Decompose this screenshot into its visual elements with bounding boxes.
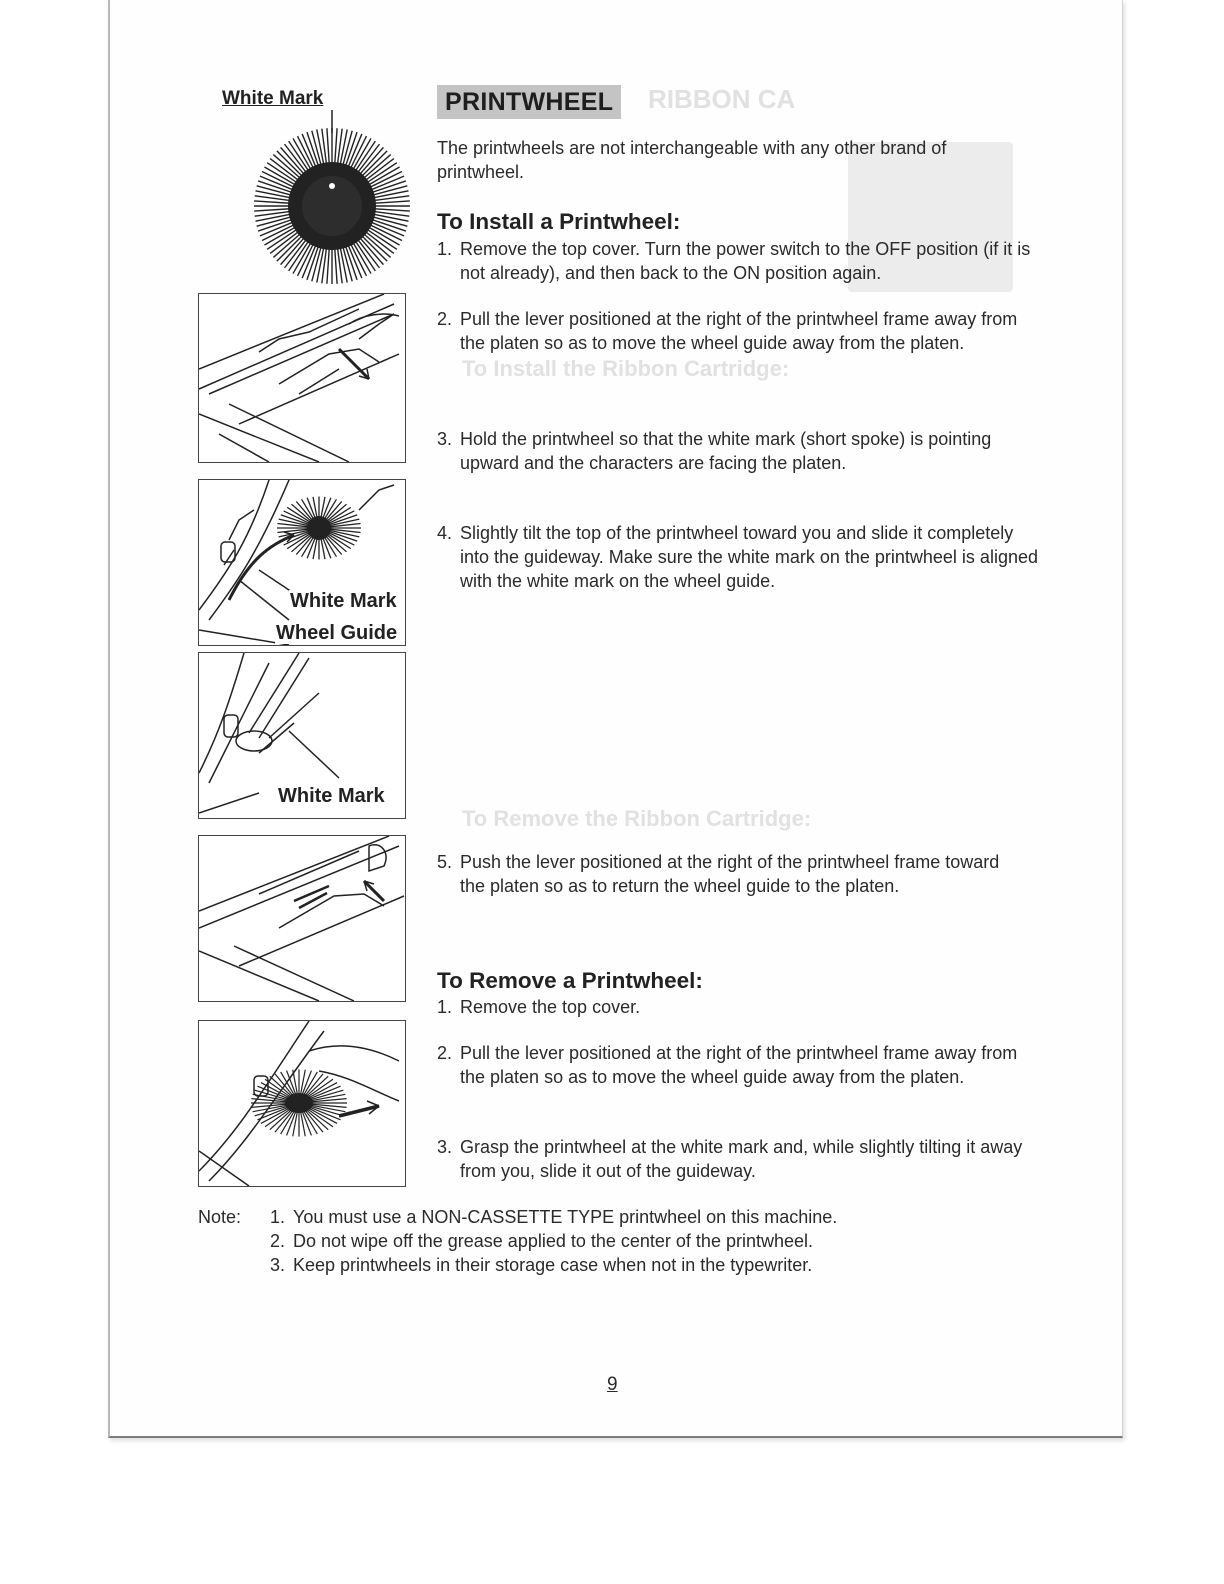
step-text: Grasp the printwheel at the white mark and, while slightly tilting it away from you, slide it out of the guideway. <box>460 1137 1023 1181</box>
step-text: Hold the printwheel so that the white mark (short spoke) is pointing upward and the characters are facing the platen. <box>460 429 992 473</box>
note-number: 3. <box>270 1255 286 1275</box>
section-title: PRINTWHEEL <box>437 85 621 119</box>
note-text: Keep printwheels in their storage case when not in the typewriter. <box>293 1255 813 1275</box>
step-number: 4. <box>437 523 453 543</box>
wheel-guide-label: Wheel Guide <box>276 622 398 644</box>
step-number: 1. <box>437 997 453 1017</box>
note-label: Note: <box>198 1207 242 1227</box>
printwheel-icon <box>240 108 430 288</box>
install-step <box>437 307 1042 355</box>
note-text: Do not wipe off the grease applied to the center of the printwheel. <box>293 1231 814 1251</box>
white-mark-label-fig2: White Mark <box>290 590 397 612</box>
install-heading: To Install a Printwheel: <box>437 209 681 234</box>
note-item <box>270 1229 813 1253</box>
note-number: 2. <box>270 1231 286 1251</box>
step-number: 3. <box>437 1137 453 1157</box>
note-item <box>270 1205 837 1229</box>
step-number: 1. <box>437 239 453 259</box>
install-step <box>437 850 1027 898</box>
intro-paragraph: The printwheels are not interchangeable with any other brand of printwheel. <box>437 138 947 182</box>
step-text: Slightly tilt the top of the printwheel toward you and slide it completely into the guideway. Make sure the white mark on the printwheel is aligned with the white mark on the wheel guide. <box>460 523 1038 591</box>
remove-heading: To Remove a Printwheel: <box>437 968 703 993</box>
typewriter-lever-push-illustration <box>199 836 405 1001</box>
remove-step <box>437 995 1042 1019</box>
note-item <box>270 1253 812 1277</box>
step-number: 5. <box>437 852 453 872</box>
white-mark-label-top: White Mark <box>222 88 324 109</box>
step-text: Push the lever positioned at the right of the printwheel frame toward the platen so as to return the wheel guide to the platen. <box>460 852 1000 896</box>
install-step <box>437 237 1042 285</box>
typewriter-lever-illustration <box>199 294 405 462</box>
printwheel-removal-illustration <box>199 1021 405 1186</box>
printwheel-insert-illustration <box>199 480 405 645</box>
install-step <box>437 521 1042 593</box>
figure-remove-wheel <box>198 1020 406 1187</box>
install-step <box>437 427 1042 475</box>
remove-step <box>437 1041 1042 1089</box>
figure-lever-push <box>198 835 406 1002</box>
step-text: Remove the top cover. <box>460 997 641 1017</box>
figure-lever-pull <box>198 293 406 463</box>
note-number: 1. <box>270 1207 286 1227</box>
step-text: Remove the top cover. Turn the power switch to the OFF position (if it is not already), and then back to the ON position again. <box>460 239 1031 283</box>
white-mark-label-fig3: White Mark <box>278 785 385 807</box>
remove-step <box>437 1135 1042 1183</box>
page-number: 9 <box>607 1374 618 1395</box>
note-text: You must use a NON-CASSETTE TYPE printwheel on this machine. <box>293 1207 838 1227</box>
step-text: Pull the lever positioned at the right of the printwheel frame away from the platen so as to move the wheel guide away from the platen. <box>460 309 1018 353</box>
figure-white-mark-alignment <box>198 652 406 819</box>
step-number: 3. <box>437 429 453 449</box>
step-text: Pull the lever positioned at the right of the printwheel frame away from the platen so as to move the wheel guide away from the platen. <box>460 1043 1018 1087</box>
figure-insert-wheel <box>198 479 406 646</box>
step-number: 2. <box>437 309 453 329</box>
step-number: 2. <box>437 1043 453 1063</box>
